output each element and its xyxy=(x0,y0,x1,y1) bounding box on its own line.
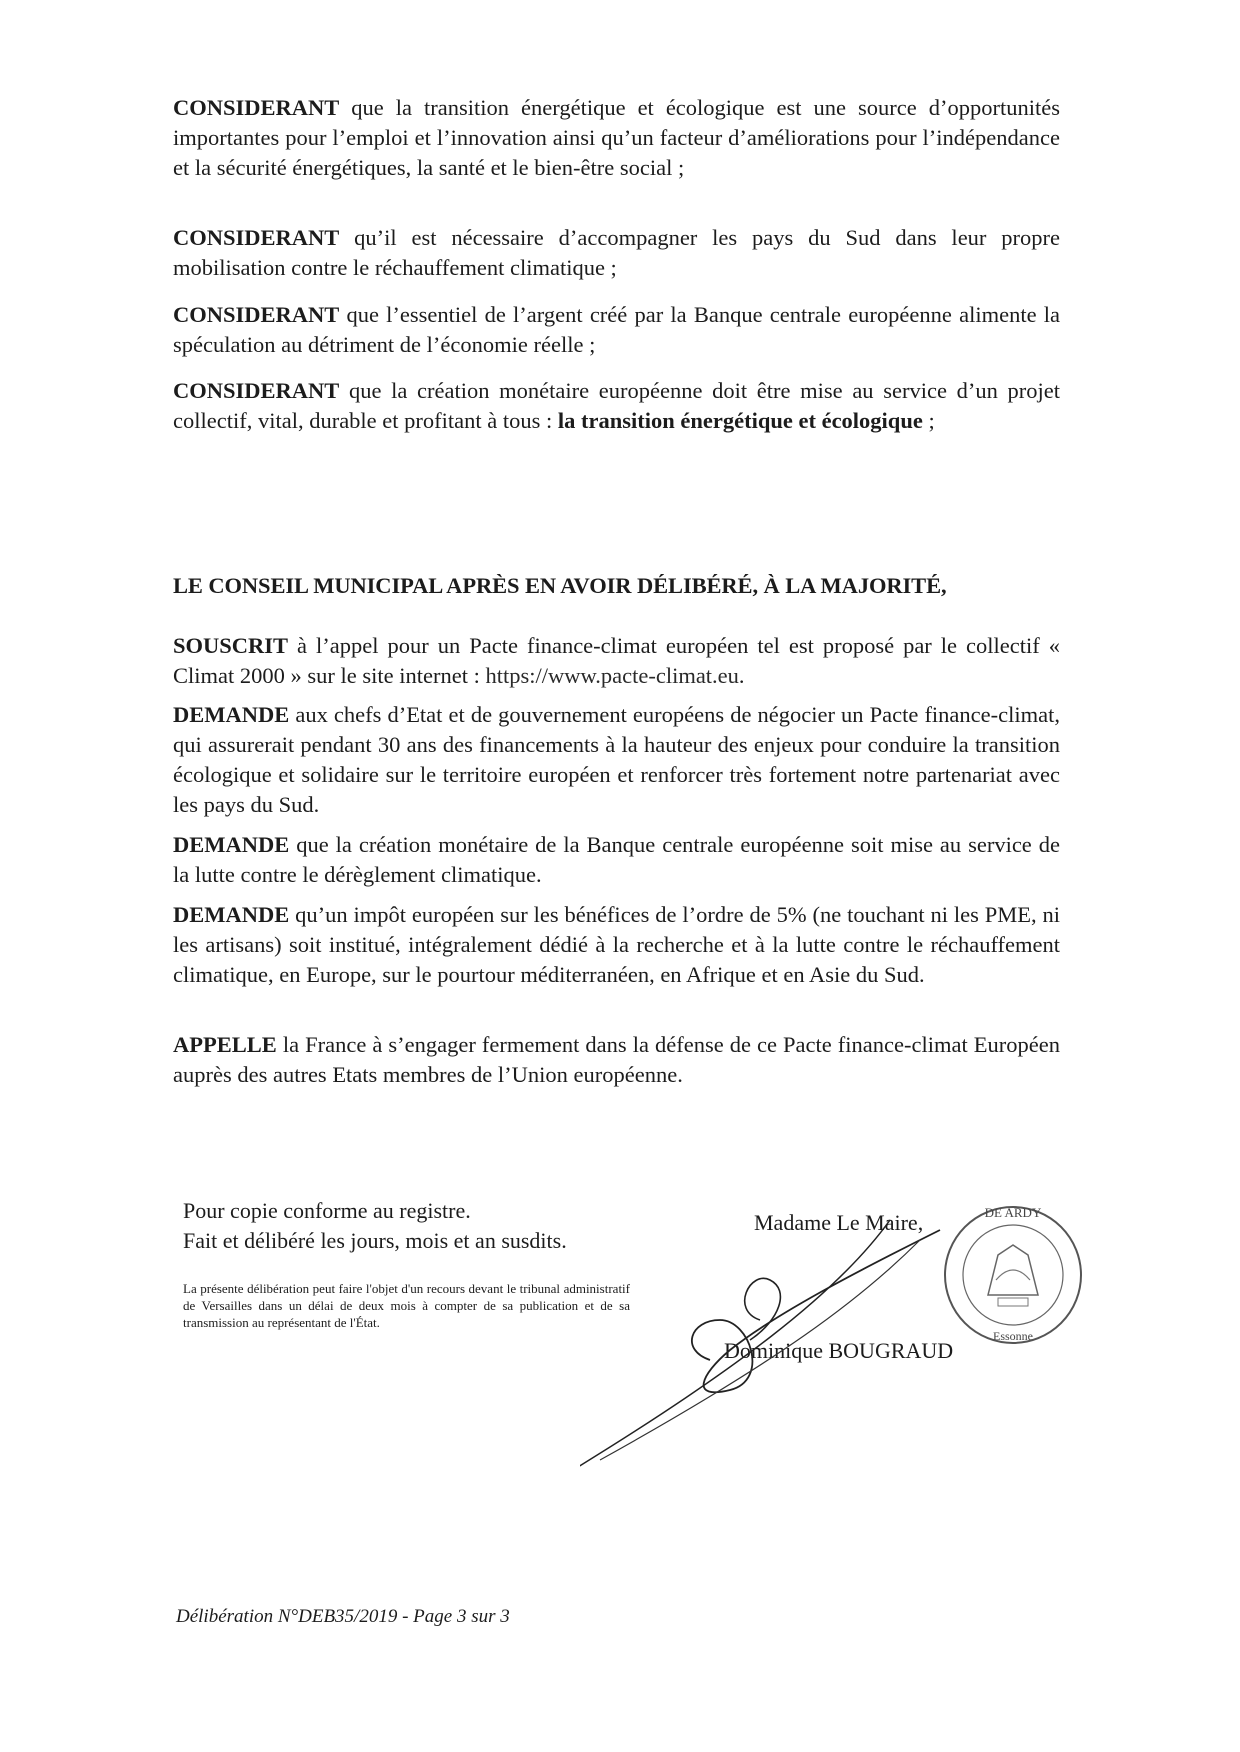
considerant-text: qu’il est nécessaire d’accompagner les pays du Sud dans leur propre mobilisation contre le réchauffement climatique ; xyxy=(173,225,1060,280)
considerant-text: que la création monétaire européenne doit être mise au service d’un projet collectif, vital, durable et profitant à tous : xyxy=(173,378,1060,433)
considerant-text: que la transition énergétique et écologique est une source d’opportunités importantes pour l’emploi et l’innovation ainsi qu’un facteur d’améliorations pour l’indépendance et la sécurité énergétiques, la santé et le bien-être social ; xyxy=(173,95,1060,180)
considerant-keyword: CONSIDERANT xyxy=(173,302,340,327)
considerant-tail: ; xyxy=(922,408,935,433)
considerant-keyword: CONSIDERANT xyxy=(173,378,340,403)
considerant-keyword: CONSIDERANT xyxy=(173,95,340,120)
decision-text: à l’appel pour un Pacte finance-climat européen tel est proposé par le collectif « Climat 2000 » sur le site internet : xyxy=(173,633,1060,688)
decision-tail: . xyxy=(738,663,745,688)
decision-text: que la création monétaire de la Banque centrale européenne soit mise au service de la lutte contre le dérèglement climatique. xyxy=(173,832,1060,887)
seal-text-bottom: Essonne xyxy=(993,1329,1033,1343)
decision-appelle xyxy=(173,1030,1060,1090)
council-decision-heading: LE CONSEIL MUNICIPAL APRÈS EN AVOIR DÉLIBÉRÉ, À LA MAJORITÉ, xyxy=(173,573,947,598)
decision-keyword: APPELLE xyxy=(173,1032,277,1057)
decision-keyword: DEMANDE xyxy=(173,902,290,927)
decision-text: qu’un impôt européen sur les bénéfices de l’ordre de 5% (ne touchant ni les PME, ni les artisans) soit institué, intégralement dédié à la recherche et à la lutte contre le réchauffement climatique, en Europe, sur le pourtour méditerranéen, en Afrique et en Asie du Sud. xyxy=(173,902,1060,987)
decision-demande-2 xyxy=(173,830,1060,890)
considerant-keyword: CONSIDERANT xyxy=(173,225,340,250)
considerant-3 xyxy=(173,300,1060,360)
appeal-notice: La présente délibération peut faire l'objet d'un recours devant le tribunal administratif de Versailles dans un délai de deux mois à compter de sa publication et de sa transmission au représentant de l'État. xyxy=(183,1281,630,1330)
mayor-signature-icon xyxy=(580,1200,1000,1490)
decision-demande-3 xyxy=(173,900,1060,990)
considerant-1 xyxy=(173,93,1060,183)
page-footer: Délibération N°DEB35/2019 - Page 3 sur 3 xyxy=(176,1606,510,1627)
decision-keyword: DEMANDE xyxy=(173,702,290,727)
decision-keyword: DEMANDE xyxy=(173,832,290,857)
decision-text: aux chefs d’Etat et de gouvernement européens de négocier un Pacte finance-climat, qui assurerait pendant 30 ans des financements à la hauteur des enjeux pour conduire la transition écologique et solidaire sur le territoire européen et renforcer très fortement notre partenariat avec les pays du Sud. xyxy=(173,702,1060,817)
copy-conforme-line: Pour copie conforme au registre. xyxy=(183,1198,471,1223)
considerant-text: que l’essentiel de l’argent créé par la Banque centrale européenne alimente la spéculation au détriment de l’économie réelle ; xyxy=(173,302,1060,357)
decision-keyword: SOUSCRIT xyxy=(173,633,289,658)
considerant-2 xyxy=(173,223,1060,283)
fait-delibere-line: Fait et délibéré les jours, mois et an susdits. xyxy=(183,1228,567,1253)
decision-demande-1 xyxy=(173,700,1060,820)
seal-text-top: DE ARDY xyxy=(984,1205,1042,1220)
decision-text: la France à s’engager fermement dans la défense de ce Pacte finance-climat Européen auprès des autres Etats membres de l’Union européenne. xyxy=(173,1032,1060,1087)
mayor-title: Madame Le Maire, xyxy=(754,1210,924,1235)
considerant-4 xyxy=(173,376,1060,436)
certification-block xyxy=(183,1196,567,1256)
considerant-highlight: la transition énergétique et écologique xyxy=(557,408,923,433)
decision-souscrit xyxy=(173,631,1060,691)
mayor-name: Dominique BOUGRAUD xyxy=(724,1338,954,1363)
pacte-climat-link[interactable]: https://www.pacte-climat.eu xyxy=(485,663,739,688)
